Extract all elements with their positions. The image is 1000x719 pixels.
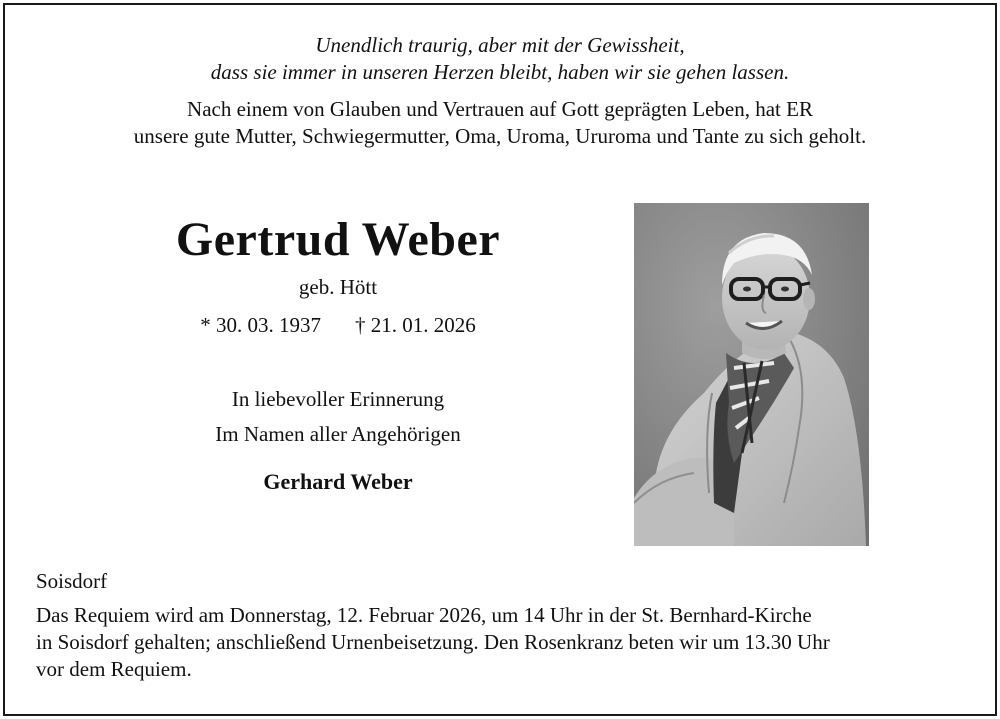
signer-name: Gerhard Weber [263, 469, 413, 494]
remembrance-line: In liebevoller Erinnerung [231, 387, 445, 411]
death-date: † 21. 01. 2026 [355, 313, 476, 337]
deceased-block [148, 212, 528, 496]
service-details [36, 568, 966, 683]
life-dates [148, 312, 528, 338]
intro-italic-verse [0, 32, 1000, 86]
remembrance-line: Im Namen aller Angehörigen [215, 422, 461, 446]
place-name: Soisdorf [36, 569, 108, 593]
portrait-photo [634, 203, 869, 546]
remembrance-text [148, 382, 528, 452]
intro-body-line: unsere gute Mutter, Schwiegermutter, Oma, Uroma, Ururoma und Tante zu sich geholt. [133, 124, 867, 148]
intro-announcement [0, 96, 1000, 150]
service-line: Das Requiem wird am Donnerstag, 12. Februar 2026, um 14 Uhr in der St. Bernhard-Kirche [36, 603, 812, 627]
service-line: vor dem Requiem. [36, 657, 192, 681]
intro-italic-line: Unendlich traurig, aber mit der Gewissheit, [315, 33, 685, 57]
birth-date: * 30. 03. 1937 [200, 313, 321, 337]
service-line: in Soisdorf gehalten; anschließend Urnenbeisetzung. Den Rosenkranz beten wir um 13.30 Uhr [36, 630, 830, 654]
deceased-name: Gertrud Weber [175, 213, 501, 266]
intro-body-line: Nach einem von Glauben und Vertrauen auf Gott geprägten Leben, hat ER [187, 97, 813, 121]
maiden-name: geb. Hött [298, 275, 378, 299]
intro-italic-line: dass sie immer in unseren Herzen bleibt, haben wir sie gehen lassen. [210, 60, 790, 84]
intro-text [0, 32, 1000, 150]
